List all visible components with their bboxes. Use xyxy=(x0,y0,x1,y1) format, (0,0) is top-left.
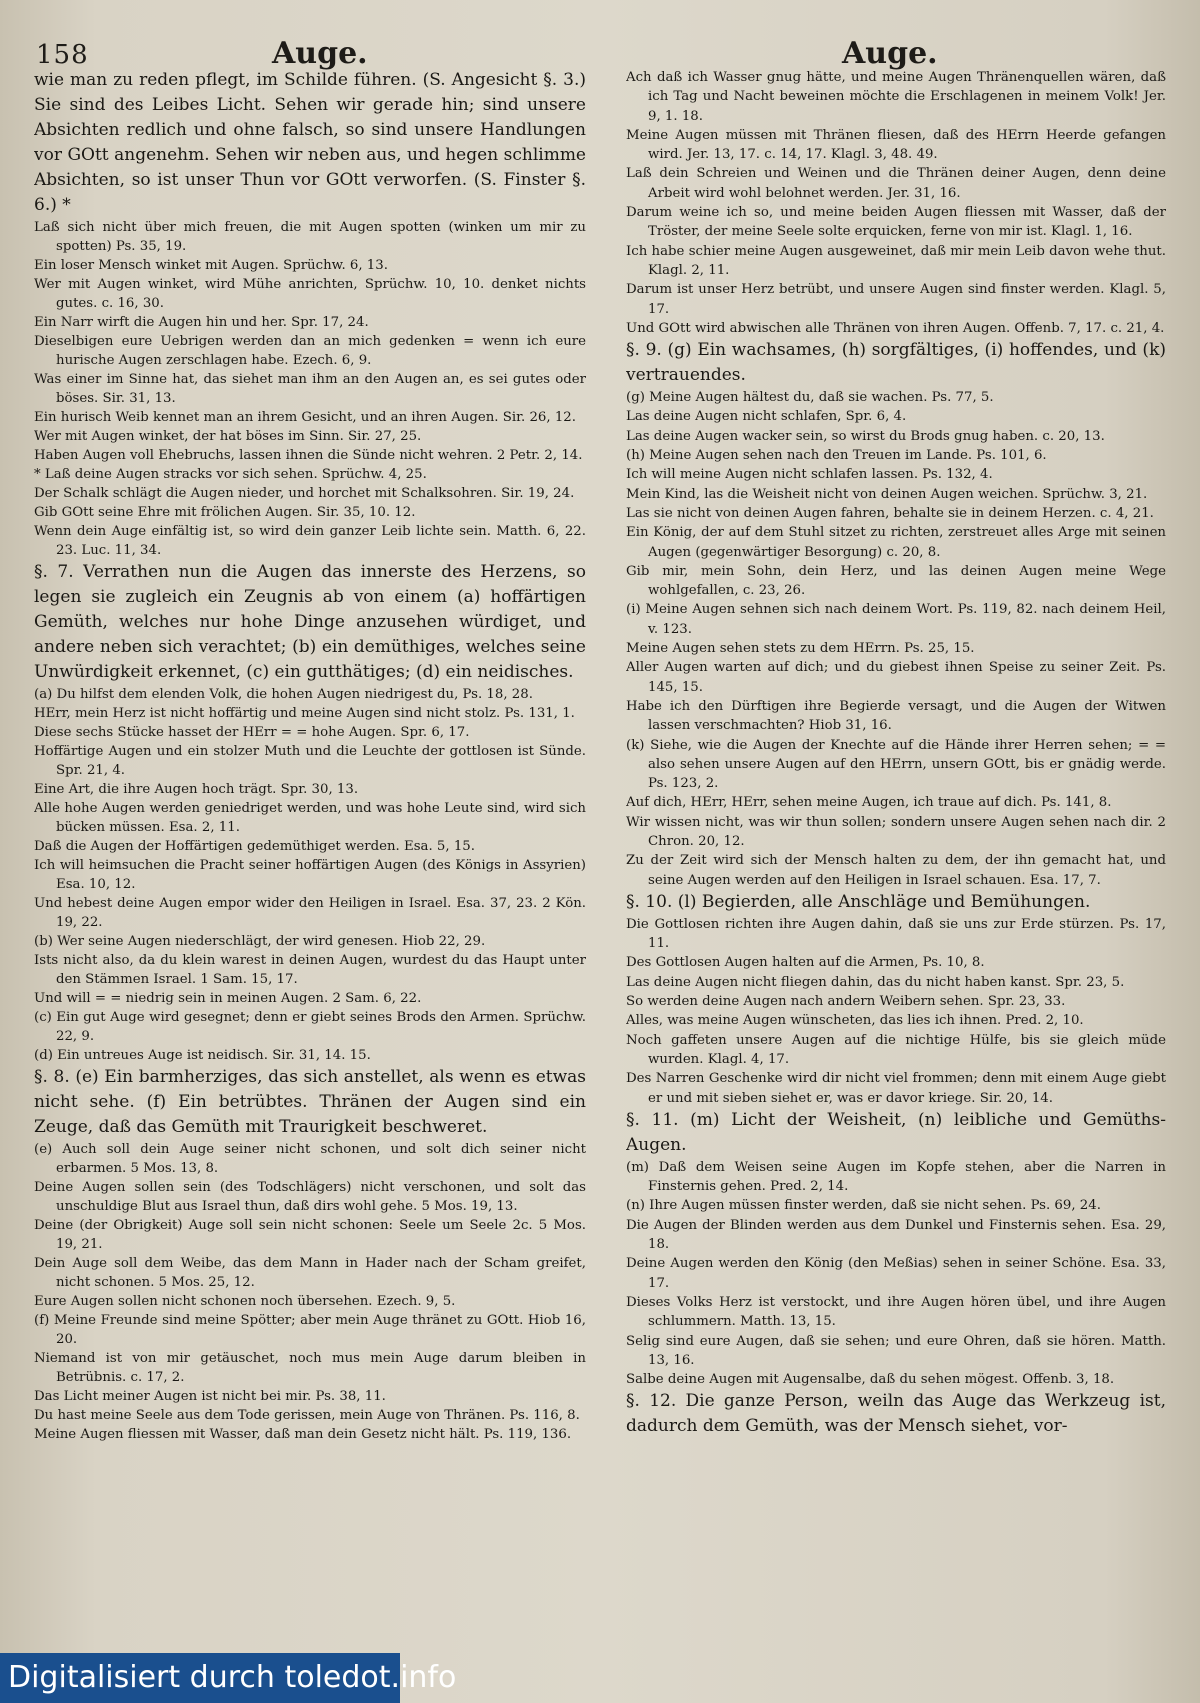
scripture-citation: Des Gottlosen Augen halten auf die Armen, Ps. 10, 8. xyxy=(626,955,985,971)
scripture-citation: Was einer im Sinne hat, das siehet man ihm an den Augen an, es sei gutes oder böses. Sir. 31, 13. xyxy=(34,372,586,406)
scripture-citation: Meine Augen fliessen mit Wasser, daß man dein Gesetz nicht hält. Ps. 119, 136. xyxy=(34,1427,572,1442)
body-paragraph: §. 12. Die ganze Person, weiln das Auge das Werkzeug ist, dadurch dem Gemüth, was der Mensch siehet, vor- xyxy=(626,1391,1166,1437)
scripture-citation: Las sie nicht von deinen Augen fahren, behalte sie in deinem Herzen. c. 4, 21. xyxy=(626,505,1154,521)
left-column xyxy=(34,68,586,1628)
body-paragraph: wie man zu reden pflegt, im Schilde führen. (S. Angesicht §. 3.) Sie sind des Leibes Licht. Sehen wir gerade hin; sind unsere Absichten redlich und ohne falsch, so sind unsere Handlungen vor GOtt angenehm. Sehen wir neben aus, und hegen schlimme Absichten, so ist unser Thun vor GOtt verworfen. (S. Finster §. 6.) * xyxy=(34,70,586,215)
scripture-citation: Wir wissen nicht, was wir thun sollen; sondern unsere Augen sehen nach dir. 2 Chron. 20, 12. xyxy=(626,814,1166,849)
scripture-citation: Dieselbigen eure Uebrigen werden dan an mich gedenken = wenn ich eure hurische Augen zerschlagen habe. Ezech. 6, 9. xyxy=(34,334,586,368)
scripture-citation: Die Augen der Blinden werden aus dem Dunkel und Finsternis sehen. Esa. 29, 18. xyxy=(626,1217,1166,1253)
scripture-citation: Alles, was meine Augen wünscheten, das lies ich ihnen. Pred. 2, 10. xyxy=(626,1013,1084,1029)
scripture-citation: Laß dein Schreien und Weinen und die Thränen deiner Augen, denn deine Arbeit wird wohl belohnet werden. Jer. 31, 16. xyxy=(626,166,1166,201)
scripture-citation: Selig sind eure Augen, daß sie sehen; und eure Ohren, daß sie hören. Matth. 13, 16. xyxy=(626,1333,1166,1368)
scripture-citation: Aller Augen warten auf dich; und du giebest ihnen Speise zu seiner Zeit. Ps. 145, 15. xyxy=(626,660,1166,695)
scripture-citation: Gib GOtt seine Ehre mit frölichen Augen. Sir. 35, 10. 12. xyxy=(34,505,416,520)
scripture-citation: Las deine Augen nicht schlafen, Spr. 6, 4. xyxy=(626,409,907,425)
scripture-citation: Die Gottlosen richten ihre Augen dahin, daß sie uns zur Erde stürzen. Ps. 17, 11. xyxy=(626,916,1166,952)
body-paragraph: §. 9. (g) Ein wachsames, (h) sorgfältiges, (i) hoffendes, und (k) vertrauendes. xyxy=(626,340,1166,386)
scripture-citation: Ich will heimsuchen die Pracht seiner hoffärtigen Augen (des Königs in Assyrien) Esa. 10, 12. xyxy=(34,858,586,892)
scripture-citation: Daß die Augen der Hoffärtigen gedemüthiget werden. Esa. 5, 15. xyxy=(34,839,475,854)
right-column xyxy=(626,68,1166,1638)
scripture-citation: (m) Daß dem Weisen seine Augen im Kopfe stehen, aber die Narren in Finsternis gehen. Pred. 2, 14. xyxy=(626,1159,1166,1195)
scripture-citation: Und hebest deine Augen empor wider den Heiligen in Israel. Esa. 37, 23. 2 Kön. 19, 22. xyxy=(34,896,586,930)
scripture-citation: Dein Auge soll dem Weibe, das dem Mann in Hader nach der Scham greifet, nicht schonen. 5 Mos. 25, 12. xyxy=(34,1256,586,1290)
scripture-citation: Noch gaffeten unsere Augen auf die nichtige Hülfe, bis sie gleich müde wurden. Klagl. 4, 17. xyxy=(626,1032,1166,1067)
scripture-citation: Wer mit Augen winket, wird Mühe anrichten, Sprüchw. 10, 10. denket nichts gutes. c. 16, 30. xyxy=(34,277,586,311)
scripture-citation: (n) Ihre Augen müssen finster werden, daß sie nicht sehen. Ps. 69, 24. xyxy=(626,1198,1101,1214)
scripture-citation: Ein hurisch Weib kennet man an ihrem Gesicht, und an ihren Augen. Sir. 26, 12. xyxy=(34,410,576,425)
scripture-citation: Und will = = niedrig sein in meinen Augen. 2 Sam. 6, 22. xyxy=(34,991,422,1006)
scripture-citation: * Laß deine Augen stracks vor sich sehen. Sprüchw. 4, 25. xyxy=(34,467,427,482)
scripture-citation: Laß sich nicht über mich freuen, die mit Augen spotten (winken um mir zu spotten) Ps. 35, 19. xyxy=(34,220,586,254)
scripture-citation: Ach daß ich Wasser gnug hätte, und meine Augen Thränenquellen wären, daß ich Tag und Nacht beweinen möchte die Erschlagenen in meinem Volk! Jer. 9, 1. 18. xyxy=(626,70,1166,124)
running-head-right: Auge. xyxy=(842,36,938,71)
scripture-citation: Eure Augen sollen nicht schonen noch übersehen. Ezech. 9, 5. xyxy=(34,1294,456,1309)
scripture-citation: Ich will meine Augen nicht schlafen lassen. Ps. 132, 4. xyxy=(626,467,993,483)
scripture-citation: (b) Wer seine Augen niederschlägt, der wird genesen. Hiob 22, 29. xyxy=(34,934,486,949)
scripture-citation: Du hast meine Seele aus dem Tode gerissen, mein Auge von Thränen. Ps. 116, 8. xyxy=(34,1408,580,1423)
scripture-citation: (c) Ein gut Auge wird gesegnet; denn er giebt seines Brods den Armen. Sprüchw. 22, 9. xyxy=(34,1010,586,1044)
scripture-citation: Und GOtt wird abwischen alle Thränen von ihren Augen. Offenb. 7, 17. c. 21, 4. xyxy=(626,320,1165,336)
scripture-citation: (e) Auch soll dein Auge seiner nicht schonen, und solt dich seiner nicht erbarmen. 5 Mos. 13, 8. xyxy=(34,1142,586,1176)
page-number: 158 xyxy=(36,40,89,70)
scripture-citation: So werden deine Augen nach andern Weibern sehen. Spr. 23, 33. xyxy=(626,994,1066,1010)
scripture-citation: Der Schalk schlägt die Augen nieder, und horchet mit Schalksohren. Sir. 19, 24. xyxy=(34,486,575,501)
scripture-citation: (k) Siehe, wie die Augen der Knechte auf die Hände ihrer Herren sehen; = = also sehen unsere Augen auf den HErrn, unsern GOtt, bis er gnädig werde. Ps. 123, 2. xyxy=(626,737,1166,792)
scripture-citation: HErr, mein Herz ist nicht hoffärtig und meine Augen sind nicht stolz. Ps. 131, 1. xyxy=(34,706,575,721)
scripture-citation: Las deine Augen nicht fliegen dahin, das du nicht haben kanst. Spr. 23, 5. xyxy=(626,974,1125,990)
scripture-citation: Zu der Zeit wird sich der Mensch halten zu dem, der ihn gemacht hat, und seine Augen werden auf den Heiligen in Israel schauen. Esa. 17, 7. xyxy=(626,853,1166,888)
scripture-citation: Darum weine ich so, und meine beiden Augen fliessen mit Wasser, daß der Tröster, der meine Seele solte erquicken, ferne von mir ist. Klagl. 1, 16. xyxy=(626,205,1166,240)
scripture-citation: Ich habe schier meine Augen ausgeweinet, daß mir mein Leib davon wehe thut. Klagl. 2, 11. xyxy=(626,243,1166,278)
body-paragraph: §. 10. (l) Begierden, alle Anschläge und Bemühungen. xyxy=(626,891,1091,912)
scripture-citation: Deine Augen sollen sein (des Todschlägers) nicht verschonen, und solt das unschuldige Blut aus Israel thun, daß dirs wohl gehe. 5 Mos. 19, 13. xyxy=(34,1180,586,1214)
scripture-citation: (g) Meine Augen hältest du, daß sie wachen. Ps. 77, 5. xyxy=(626,390,994,406)
scripture-citation: Meine Augen müssen mit Thränen fliesen, daß des HErrn Heerde gefangen wird. Jer. 13, 17. c. 14, 17. Klagl. 3, 48. 49. xyxy=(626,127,1166,163)
scripture-citation: Deine Augen werden den König (den Meßias) sehen in seiner Schöne. Esa. 33, 17. xyxy=(626,1256,1166,1291)
scripture-citation: Mein Kind, las die Weisheit nicht von deinen Augen weichen. Sprüchw. 3, 21. xyxy=(626,486,1148,502)
scripture-citation: Las deine Augen wacker sein, so wirst du Brods gnug haben. c. 20, 13. xyxy=(626,428,1105,444)
scripture-citation: (d) Ein untreues Auge ist neidisch. Sir. 31, 14. 15. xyxy=(34,1048,371,1063)
scripture-citation: Auf dich, HErr, HErr, sehen meine Augen, ich traue auf dich. Ps. 141, 8. xyxy=(626,795,1112,811)
digitization-credit: Digitalisiert durch toledot.info xyxy=(0,1653,400,1703)
scripture-citation: Das Licht meiner Augen ist nicht bei mir. Ps. 38, 11. xyxy=(34,1389,386,1404)
scripture-citation: Wenn dein Auge einfältig ist, so wird dein ganzer Leib lichte sein. Matth. 6, 22. 23. Luc. 11, 34. xyxy=(34,524,586,558)
scripture-citation: Ein König, der auf dem Stuhl sitzet zu richten, zerstreuet alles Arge mit seinen Augen (gegenwärtiger Besorgung) c. 20, 8. xyxy=(626,525,1166,560)
body-paragraph: §. 8. (e) Ein barmherziges, das sich anstellet, als wenn es etwas nicht sehe. (f) Ein betrübtes. Thränen der Augen sind ein Zeuge, daß das Gemüth mit Traurigkeit beschweret. xyxy=(34,1067,586,1137)
scripture-citation: Ein loser Mensch winket mit Augen. Sprüchw. 6, 13. xyxy=(34,258,388,273)
scripture-citation: Alle hohe Augen werden geniedriget werden, und was hohe Leute sind, wird sich bücken müssen. Esa. 2, 11. xyxy=(34,801,586,835)
body-paragraph: §. 7. Verrathen nun die Augen das innerste des Herzens, so legen sie zugleich ein Zeugnis ab von einem (a) hoffärtigen Gemüth, welches nur hohe Dinge anzusehen würdiget, und andere neben sich verachtet; (b) ein demüthiges, welches seine Unwürdigkeit erkennet, (c) ein gutthätiges; (d) ein neidisches. xyxy=(34,562,586,682)
scripture-citation: Deine (der Obrigkeit) Auge soll sein nicht schonen: Seele um Seele 2c. 5 Mos. 19, 21. xyxy=(34,1218,586,1252)
scripture-citation: Eine Art, die ihre Augen hoch trägt. Spr. 30, 13. xyxy=(34,782,359,797)
scripture-citation: Ein Narr wirft die Augen hin und her. Spr. 17, 24. xyxy=(34,315,369,330)
scripture-citation: Niemand ist von mir getäuschet, noch mus mein Auge darum bleiben in Betrübnis. c. 17, 2. xyxy=(34,1351,586,1385)
scripture-citation: Dieses Volks Herz ist verstockt, und ihre Augen hören übel, und ihre Augen schlummern. Matth. 13, 15. xyxy=(626,1294,1166,1330)
scripture-citation: Darum ist unser Herz betrübt, und unsere Augen sind finster werden. Klagl. 5, 17. xyxy=(626,282,1166,317)
scripture-citation: (f) Meine Freunde sind meine Spötter; aber mein Auge thränet zu GOtt. Hiob 16, 20. xyxy=(34,1313,586,1347)
scripture-citation: (a) Du hilfst dem elenden Volk, die hohen Augen niedrigest du, Ps. 18, 28. xyxy=(34,687,533,702)
scripture-citation: Meine Augen sehen stets zu dem HErrn. Ps. 25, 15. xyxy=(626,641,975,657)
scripture-citation: Habe ich den Dürftigen ihre Begierde versagt, und die Augen der Witwen lassen verschmachten? Hiob 31, 16. xyxy=(626,698,1166,734)
scripture-citation: Salbe deine Augen mit Augensalbe, daß du sehen mögest. Offenb. 3, 18. xyxy=(626,1372,1115,1388)
scripture-citation: Diese sechs Stücke hasset der HErr = = hohe Augen. Spr. 6, 17. xyxy=(34,725,470,740)
scripture-citation: Haben Augen voll Ehebruchs, lassen ihnen die Sünde nicht wehren. 2 Petr. 2, 14. xyxy=(34,448,583,463)
running-head-left: Auge. xyxy=(272,36,368,71)
scripture-citation: (h) Meine Augen sehen nach den Treuen im Lande. Ps. 101, 6. xyxy=(626,448,1047,464)
scripture-citation: Hoffärtige Augen und ein stolzer Muth und die Leuchte der gottlosen ist Sünde. Spr. 21, 4. xyxy=(34,744,586,778)
scripture-citation: Wer mit Augen winket, der hat böses im Sinn. Sir. 27, 25. xyxy=(34,429,422,444)
body-paragraph: §. 11. (m) Licht der Weisheit, (n) leibliche und Gemüths-Augen. xyxy=(626,1109,1166,1155)
scripture-citation: Ists nicht also, da du klein warest in deinen Augen, wurdest du das Haupt unter den Stämmen Israel. 1 Sam. 15, 17. xyxy=(34,953,586,987)
scripture-citation: Des Narren Geschenke wird dir nicht viel frommen; denn mit einem Auge giebt er und mit sieben siehet er, was er davor kriege. Sir. 20, 14. xyxy=(626,1071,1166,1106)
scripture-citation: (i) Meine Augen sehnen sich nach deinem Wort. Ps. 119, 82. nach deinem Heil, v. 123. xyxy=(626,602,1166,637)
scripture-citation: Gib mir, mein Sohn, dein Herz, und las deinen Augen meine Wege wohlgefallen, c. 23, 26. xyxy=(626,563,1166,599)
